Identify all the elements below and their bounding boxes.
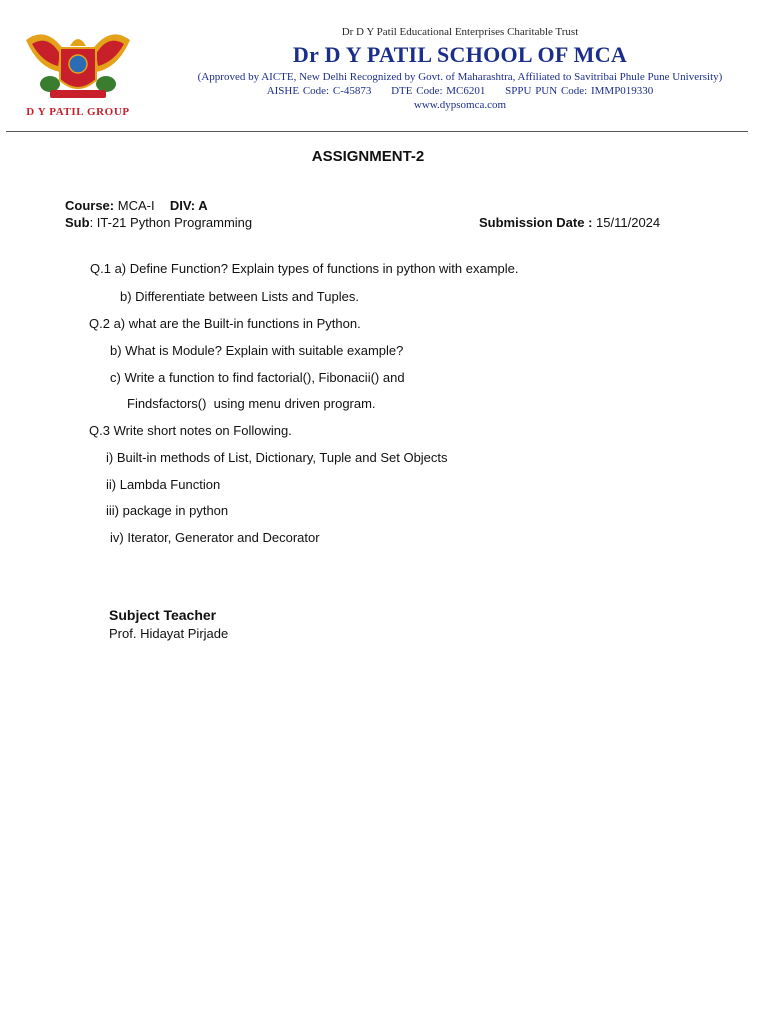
subject-line — [65, 214, 252, 232]
subject-teacher-name: Prof. Hidayat Pirjade — [109, 626, 229, 641]
svg-text:D Y PATIL GROUP: D Y PATIL GROUP — [26, 106, 130, 118]
institution-codes — [160, 84, 760, 98]
dte-code: DTE Code: MC6201 — [391, 85, 486, 97]
trust-name: Dr D Y Patil Educational Enterprises Charitable Trust — [341, 26, 579, 38]
question-1a: Q.1 a) Define Function? Explain types of functions in python with example. — [90, 261, 519, 276]
question-1b: b) Differentiate between Lists and Tuples. — [120, 289, 359, 304]
school-name: Dr D Y PATIL SCHOOL OF MCA — [292, 42, 628, 67]
question-3-item-iv: iv) Iterator, Generator and Decorator — [110, 530, 320, 545]
institution-logo — [16, 20, 140, 122]
header-divider — [6, 131, 748, 132]
subject-label: Sub — [65, 215, 90, 230]
question-2a: Q.2 a) what are the Built-in functions in Python. — [89, 316, 361, 331]
question-3-item-i: i) Built-in methods of List, Dictionary, Tuple and Set Objects — [106, 450, 448, 465]
submission-date-label: Submission Date : — [479, 215, 593, 230]
approval-line: (Approved by AICTE, New Delhi Recognized by Govt. of Maharashtra, Affiliated to Savitribai Phule Pune University) — [197, 71, 723, 83]
div-label: DIV: A — [169, 198, 208, 213]
question-2c: c) Write a function to find factorial(), Fibonacii() and — [110, 370, 405, 385]
submission-date-value: 15/11/2024 — [596, 215, 661, 230]
question-2c-continued: Findsfactors() using menu driven program. — [127, 396, 376, 411]
course-line — [65, 197, 208, 215]
aishe-code: AISHE Code: C-45873 — [266, 85, 372, 97]
question-3-item-iii: iii) package in python — [106, 503, 229, 518]
question-3-item-ii: ii) Lambda Function — [106, 477, 221, 492]
sppu-code: SPPU PUN Code: IMMP019330 — [505, 85, 654, 97]
institution-header — [160, 24, 760, 112]
website-link[interactable]: www.dypsomca.com — [413, 99, 507, 111]
logo-emblem-icon — [16, 20, 140, 122]
subject-value: : IT-21 Python Programming — [89, 215, 253, 230]
assignment-title: ASSIGNMENT-2 — [311, 148, 425, 165]
course-value: MCA-I — [117, 198, 155, 213]
course-label: Course: — [65, 198, 115, 213]
question-2b: b) What is Module? Explain with suitable example? — [110, 343, 404, 358]
submission-date-line — [479, 214, 660, 232]
question-3: Q.3 Write short notes on Following. — [89, 423, 292, 438]
subject-teacher-label: Subject Teacher — [109, 607, 217, 623]
